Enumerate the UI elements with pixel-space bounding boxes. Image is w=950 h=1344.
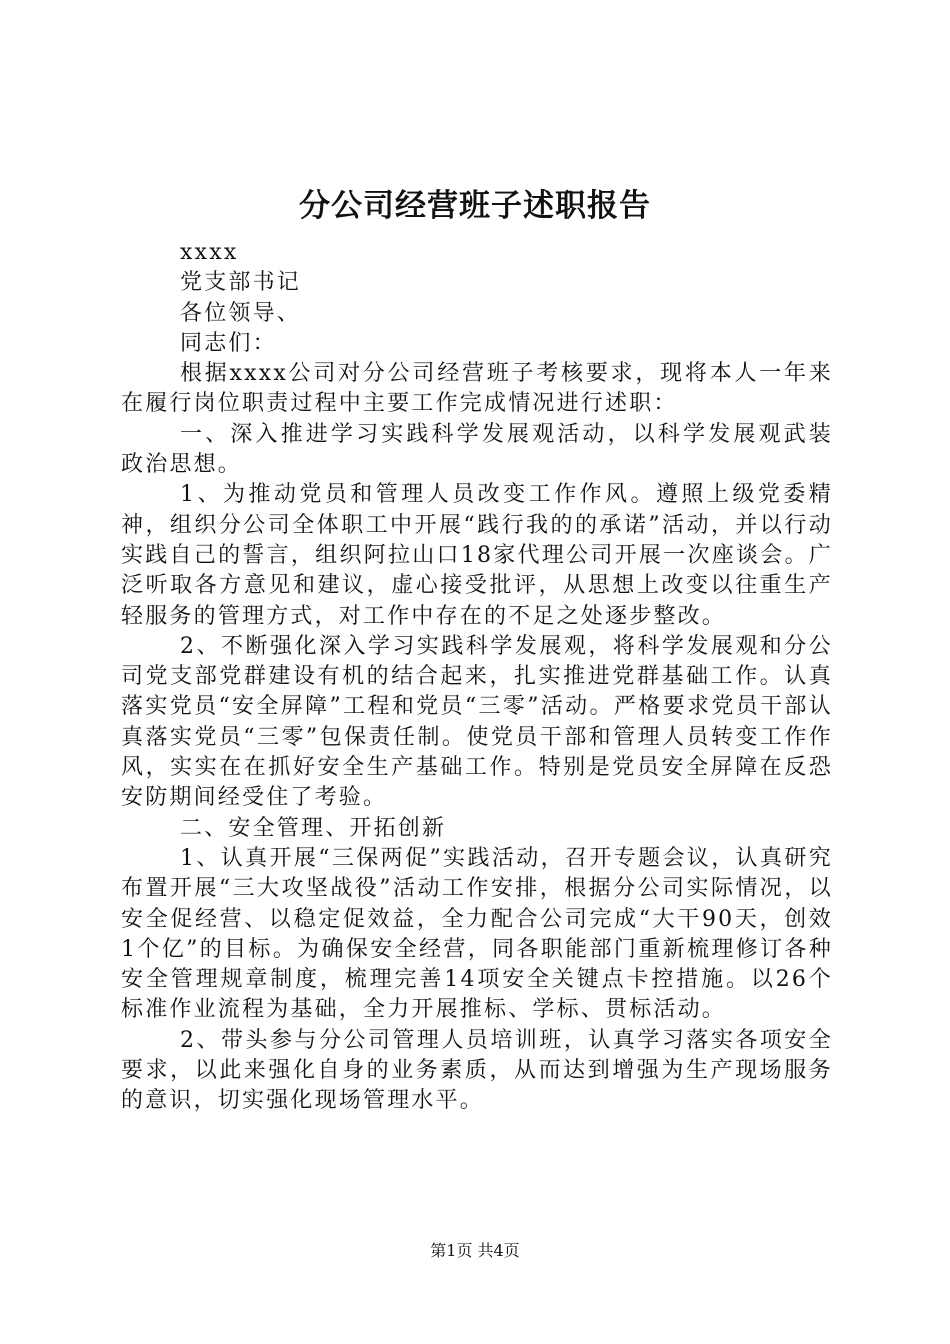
salutation-line-2: 同志们：: [180, 330, 277, 356]
body-paragraph: 1、认真开展“三保两促”实践活动，召开专题会议，认真研究布置开展“三大攻坚战役”活动工作安排，根据分公司实际情况，以安全促经营、以稳定促效益，全力配合公司完成“大干90天，创效1个亿”的目标。为确保安全经营，同各职能部门重新梳理修订各种安全管理规章制度，梳理完善14项安全关键点卡控措施。以26个标准作业流程为基础，全力开展推标、学标、贯标活动。: [121, 845, 833, 1023]
document-title: 分公司经营班子述职报告: [299, 188, 651, 224]
author-position: 党支部书记: [180, 270, 302, 296]
page-footer: 第1页 共4页: [430, 1241, 520, 1260]
intro-paragraph: 根据xxxx公司对分公司经营班子考核要求，现将本人一年来在履行岗位职责过程中主要工作完成情况进行述职：: [121, 361, 833, 417]
salutation-line-1: 各位领导、: [180, 300, 302, 326]
section-heading-1: 一、深入推进学习实践科学发展观活动，以科学发展观武装政治思想。: [121, 421, 833, 478]
body-paragraph: 1、为推动党员和管理人员改变工作作风。遵照上级党委精神，组织分公司全体职工中开展“践行我的的承诺”活动，并以行动实践自己的誓言，组织阿拉山口18家代理公司开展一次座谈会。广泛听取各方意见和建议，虚心接受批评，从思想上改变以往重生产轻服务的管理方式，对工作中存在的不足之处逐步整改。: [121, 482, 833, 629]
document-body: [121, 238, 833, 1117]
body-paragraph: 2、不断强化深入学习实践科学发展观，将科学发展观和分公司党支部党群建设有机的结合起来，扎实推进党群基础工作。认真落实党员“安全屏障”工程和党员“三零”活动。严格要求党员干部认真落实党员“三零”包保责任制。使党员干部和管理人员转变工作作风，实实在在抓好安全生产基础工作。特别是党员安全屏障在反恐安防期间经受住了考验。: [121, 633, 833, 811]
body-paragraph: 2、带头参与分公司管理人员培训班，认真学习落实各项安全要求，以此来强化自身的业务素质，从而达到增强为生产现场服务的意识，切实强化现场管理水平。: [121, 1027, 833, 1114]
section-heading-2: 二、安全管理、开拓创新: [180, 815, 447, 841]
author-name: xxxx: [180, 240, 239, 265]
